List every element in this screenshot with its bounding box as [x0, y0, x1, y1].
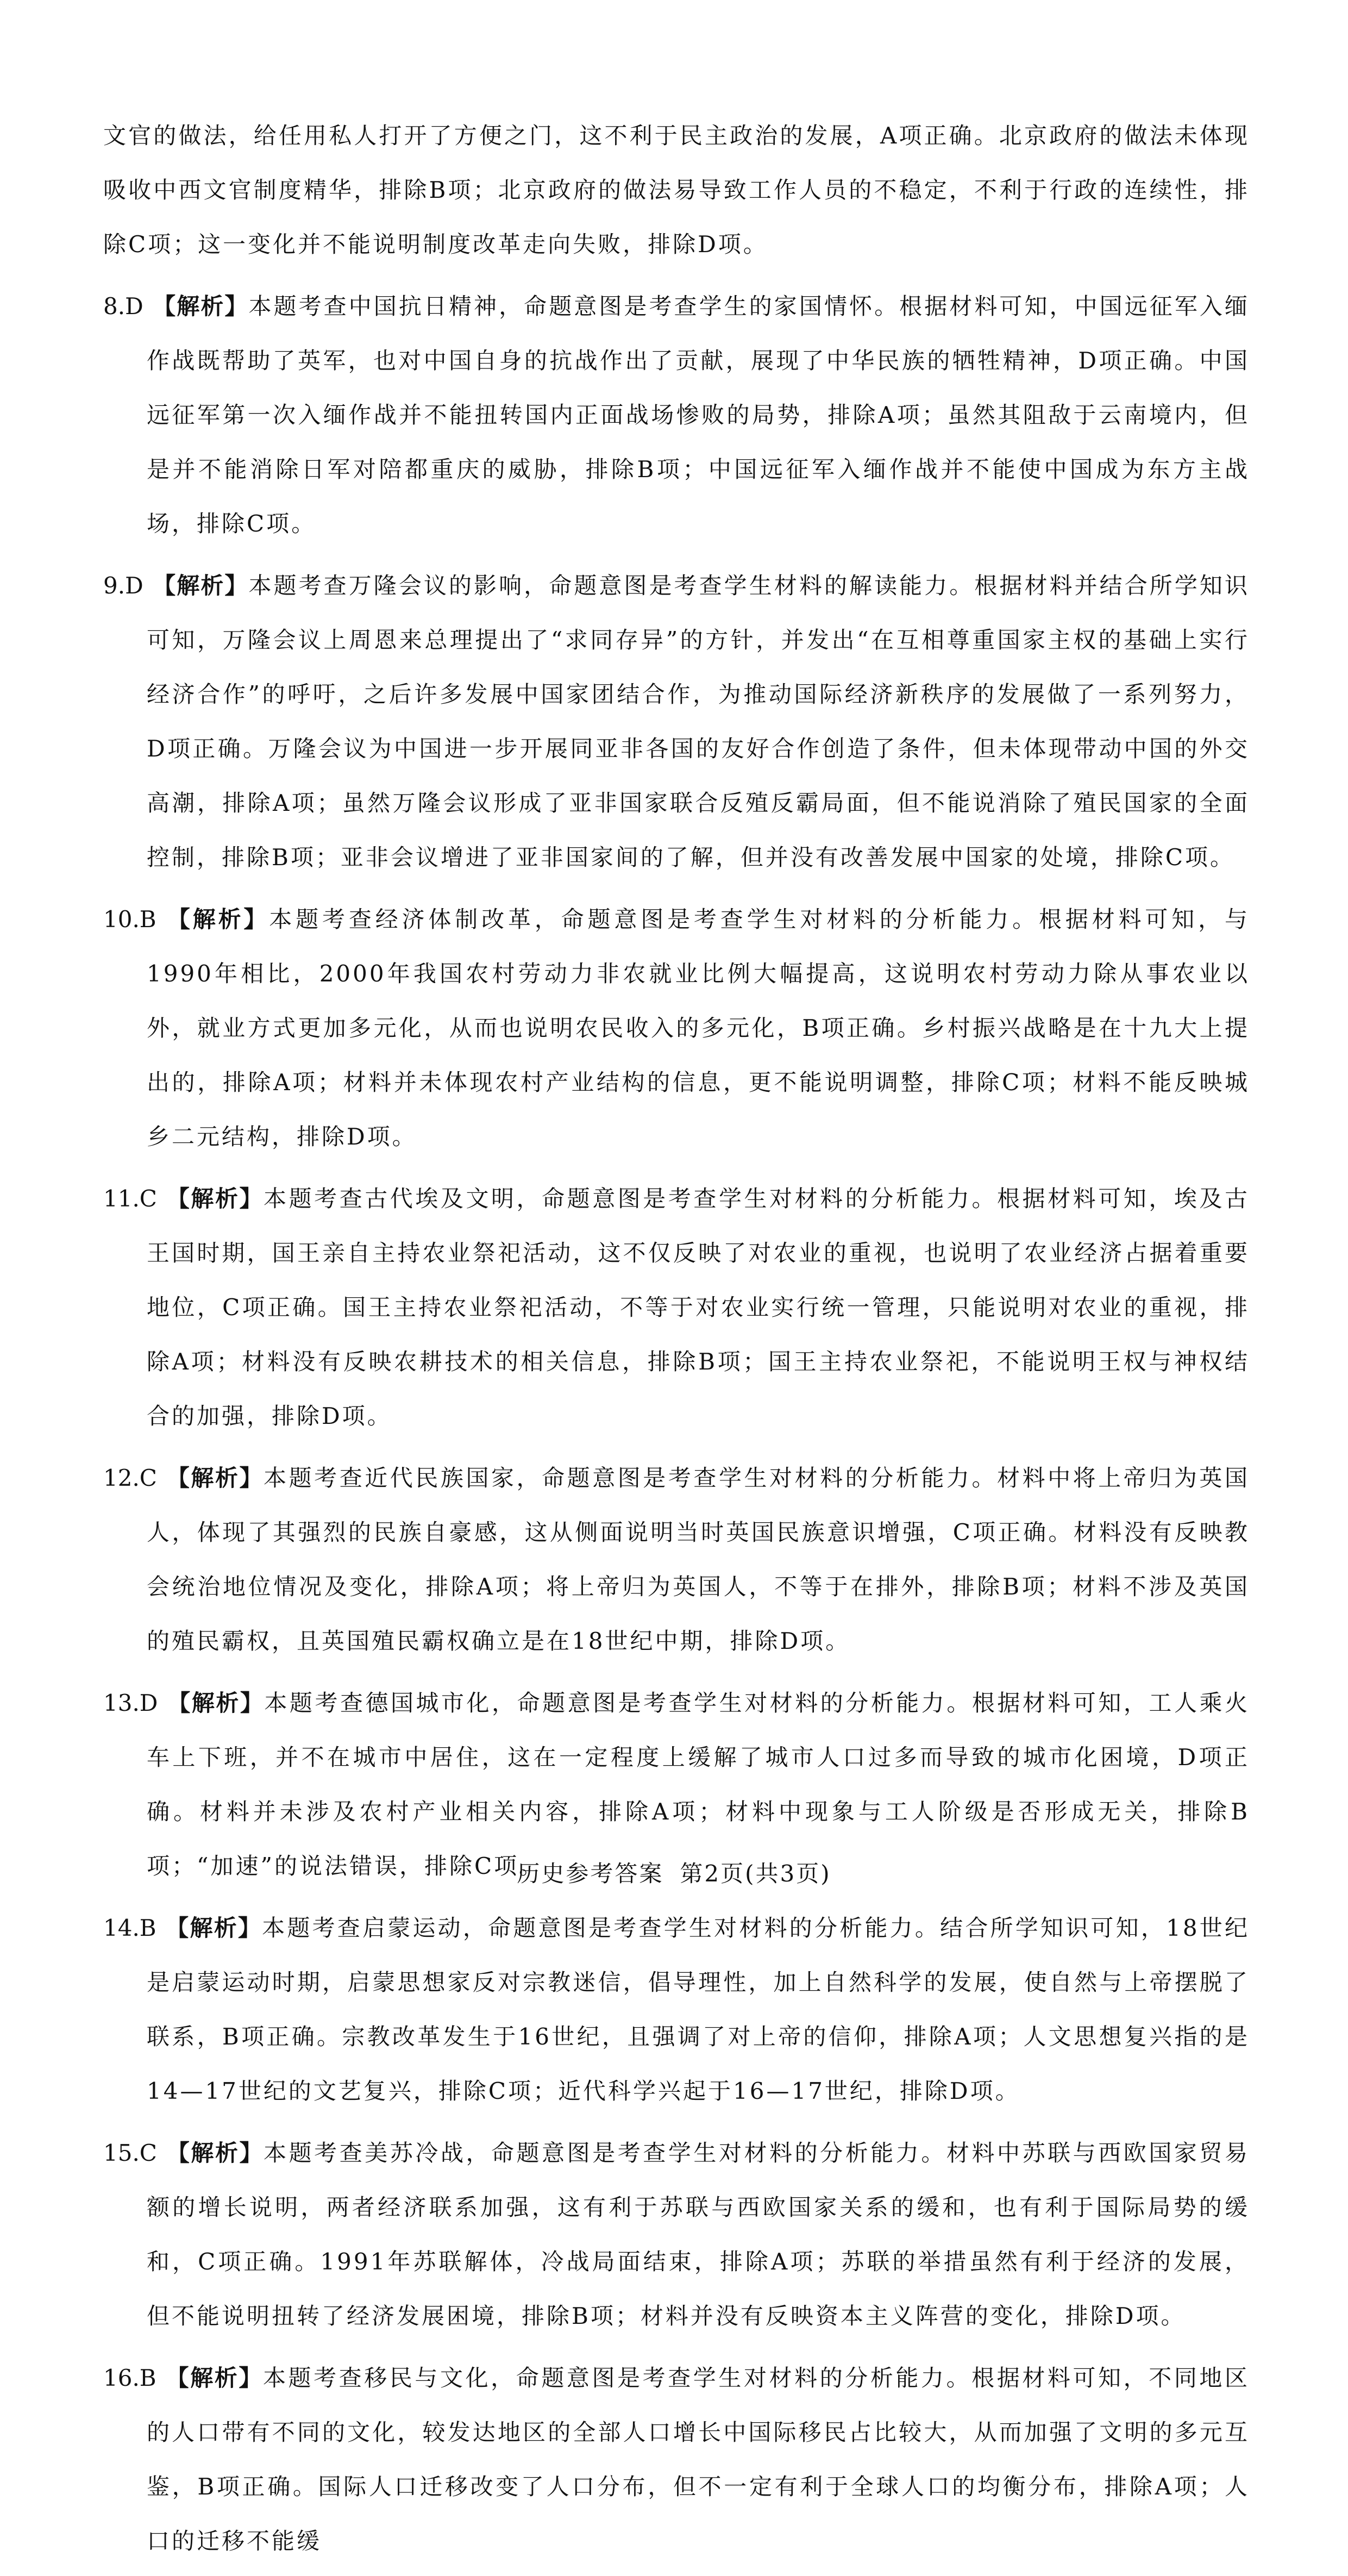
item-answer: D — [125, 572, 143, 599]
item-text: 本题考查经济体制改革，命题意图是考查学生对材料的分析能力。根据材料可知，与1990年相比，2000年我国农村劳动力非农就业比例大幅提高，这说明农村劳动力除从事农业以外，就业方式更加多元化，从而也说明农民收入的多元化，B项正确。乡村振兴战略是在十九大上提出的，排除A项；材料并未体现农村产业结构的信息，更不能说明调整，排除C项；材料不能反映城乡二元结构，排除D项。 — [147, 906, 1250, 1150]
item-text: 本题考查万隆会议的影响，命题意图是考查学生材料的解读能力。根据材料并结合所学知识可知，万隆会议上周恩来总理提出了“求同存异”的方针，并发出“在互相尊重国家主权的基础上实行经济合作”的呼吁，之后许多发展中国家团结合作，为推动国际经济新秩序的发展做了一系列努力，D项正确。万隆会议为中国进一步开展同亚非各国的友好合作创造了条件，但未体现带动中国的外交高潮，排除A项；虽然万隆会议形成了亚非国家联合反殖反霸局面，但不能说消除了殖民国家的全面控制，排除B项；亚非会议增进了亚非国家间的了解，但并没有改善发展中国家的处境，排除C项。 — [147, 572, 1250, 871]
item-answer: D — [139, 1690, 158, 1716]
page-footer — [0, 1856, 1348, 1889]
answer-item-14 — [103, 1901, 1250, 2118]
item-number: 12. — [103, 1465, 140, 1491]
analysis-tag: 【解析】 — [166, 1185, 264, 1212]
answer-item-8 — [103, 279, 1250, 551]
analysis-tag: 【解析】 — [166, 1915, 262, 1941]
answer-item-11 — [103, 1172, 1250, 1443]
analysis-tag: 【解析】 — [166, 2140, 264, 2166]
analysis-tag: 【解析】 — [153, 572, 249, 599]
item-number: 8. — [103, 293, 126, 320]
item-text: 本题考查启蒙运动，命题意图是考查学生对材料的分析能力。结合所学知识可知，18世纪是启蒙运动时期，启蒙思想家反对宗教迷信，倡导理性，加上自然科学的发展，使自然与上帝摆脱了联系，B项正确。宗教改革发生于16世纪，且强调了对上帝的信仰，排除A项；人文思想复兴指的是14—17世纪的文艺复兴，排除C项；近代科学兴起于16—17世纪，排除D项。 — [147, 1915, 1250, 2104]
footer-page-number: 第2页(共3页) — [680, 1860, 831, 1887]
answer-item-9 — [103, 559, 1250, 885]
answer-item-16 — [103, 2351, 1250, 2568]
analysis-tag: 【解析】 — [167, 1690, 265, 1716]
item-text: 本题考查德国城市化，命题意图是考查学生对材料的分析能力。根据材料可知，工人乘火车上下班，并不在城市中居住，这在一定程度上缓解了城市人口过多而导致的城市化困境，D项正确。材料并未涉及农村产业相关内容，排除A项；材料中现象与工人阶级是否形成无关，排除B项；“加速”的说法错误，排除C项。 — [147, 1690, 1250, 1879]
item-text: 本题考查中国抗日精神，命题意图是考查学生的家国情怀。根据材料可知，中国远征军入缅作战既帮助了英军，也对中国自身的抗战作出了贡献，展现了中华民族的牺牲精神，D项正确。中国远征军第一次入缅作战并不能扭转国内正面战场惨败的局势，排除A项；虽然其阻敌于云南境内，但是并不能消除日军对陪都重庆的威胁，排除B项；中国远征军入缅作战并不能使中国成为东方主战场，排除C项。 — [147, 293, 1250, 537]
item-answer: B — [139, 2365, 156, 2391]
item-number: 15. — [103, 2140, 140, 2166]
item-text: 本题考查移民与文化，命题意图是考查学生对材料的分析能力。根据材料可知，不同地区的人口带有不同的文化，较发达地区的全部人口增长中国际移民占比较大，从而加强了文明的多元互鉴，B项正确。国际人口迁移改变了人口分布，但不一定有利于全球人口的均衡分布，排除A项；人口的迁移不能缓 — [147, 2365, 1250, 2554]
item-answer: B — [139, 906, 156, 933]
intro-paragraph: 文官的做法，给任用私人打开了方便之门，这不利于民主政治的发展，A项正确。北京政府的做法未体现吸收中西文官制度精华，排除B项；北京政府的做法易导致工作人员的不稳定，不利于行政的连续性，排除C项；这一变化并不能说明制度改革走向失败，排除D项。 — [103, 122, 1250, 258]
footer-subject: 历史参考答案 — [517, 1860, 664, 1887]
answer-item-12 — [103, 1451, 1250, 1668]
item-number: 14. — [103, 1915, 140, 1941]
item-text: 本题考查近代民族国家，命题意图是考查学生对材料的分析能力。材料中将上帝归为英国人，体现了其强烈的民族自豪感，这从侧面说明当时英国民族意识增强，C项正确。材料没有反映教会统治地位情况及变化，排除A项；将上帝归为英国人，不等于在排外，排除B项；材料不涉及英国的殖民霸权，且英国殖民霸权确立是在18世纪中期，排除D项。 — [147, 1465, 1250, 1654]
item-answer: C — [139, 1465, 157, 1491]
item-number: 13. — [103, 1690, 140, 1716]
page-content — [103, 109, 1250, 2576]
answer-item-10 — [103, 892, 1250, 1164]
analysis-tag: 【解析】 — [166, 2365, 263, 2391]
item-number: 9. — [103, 572, 126, 599]
analysis-tag: 【解析】 — [166, 1465, 264, 1491]
item-answer: C — [139, 2140, 157, 2166]
item-answer: D — [125, 293, 143, 320]
item-number: 10. — [103, 906, 140, 933]
item-number: 11. — [103, 1185, 140, 1212]
item-answer: B — [139, 1915, 156, 1941]
item-text: 本题考查古代埃及文明，命题意图是考查学生对材料的分析能力。根据材料可知，埃及古王国时期，国王亲自主持农业祭祀活动，这不仅反映了对农业的重视，也说明了农业经济占据着重要地位，C项正确。国王主持农业祭祀活动，不等于对农业实行统一管理，只能说明对农业的重视，排除A项；材料没有反映农耕技术的相关信息，排除B项；国王主持农业祭祀，不能说明王权与神权结合的加强，排除D项。 — [147, 1185, 1250, 1429]
answer-item-15 — [103, 2126, 1250, 2343]
analysis-tag: 【解析】 — [167, 906, 269, 933]
item-number: 16. — [103, 2365, 140, 2391]
item-answer: C — [139, 1185, 157, 1212]
analysis-tag: 【解析】 — [153, 293, 249, 320]
item-text: 本题考查美苏冷战，命题意图是考查学生对材料的分析能力。材料中苏联与西欧国家贸易额的增长说明，两者经济联系加强，这有利于苏联与西欧国家关系的缓和，也有利于国际局势的缓和，C项正确。1991年苏联解体，冷战局面结束，排除A项；苏联的举措虽然有利于经济的发展，但不能说明扭转了经济发展困境，排除B项；材料并没有反映资本主义阵营的变化，排除D项。 — [147, 2140, 1250, 2329]
